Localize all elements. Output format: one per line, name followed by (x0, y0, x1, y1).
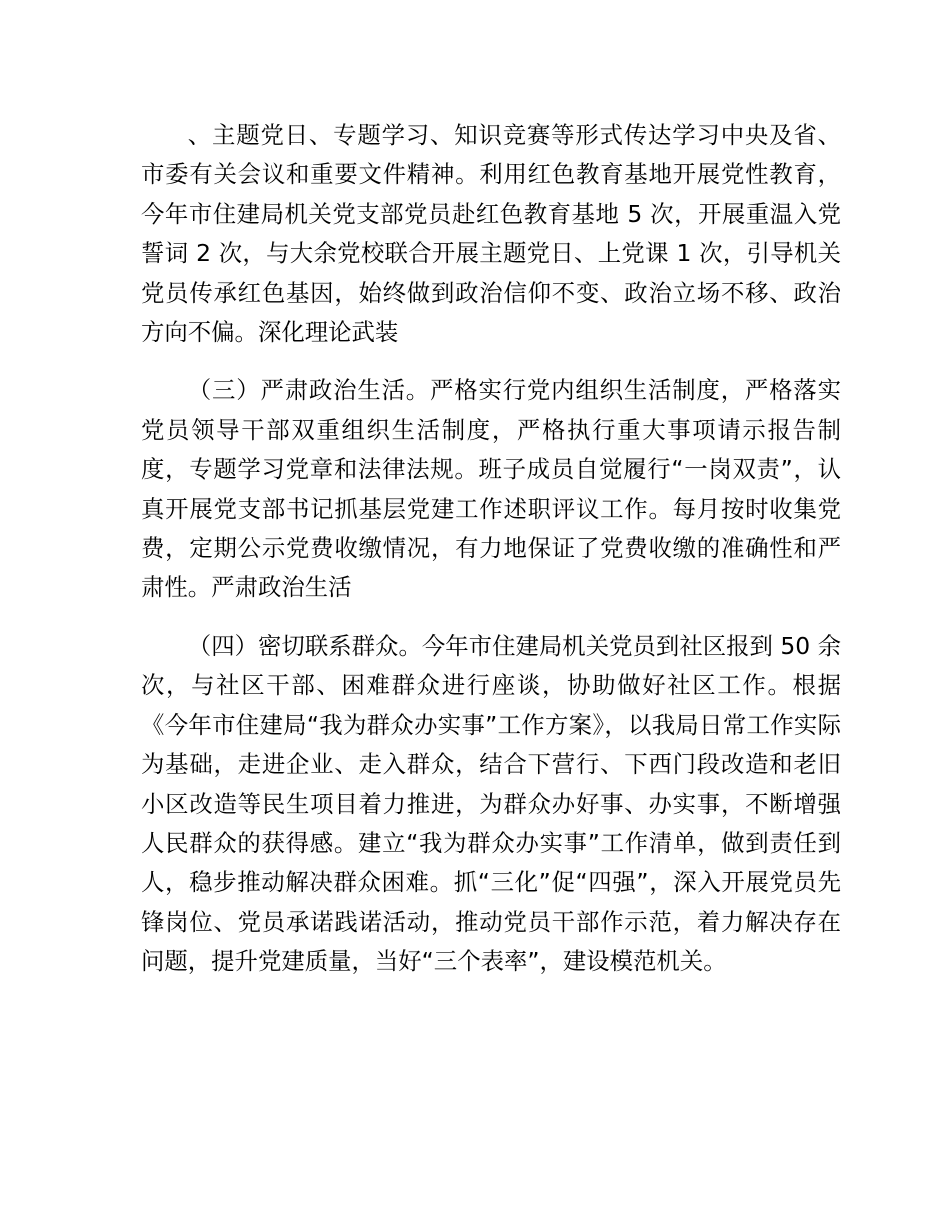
paragraph-party-education: 、主题党日、专题学习、知识竞赛等形式传达学习中央及省、市委有关会议和重要文件精神。利用红色教育基地开展党性教育，今年市住建局机关党支部党员赴红色教育基地 5 次，开展重温入党誓词 2 次，与大余党校联合开展主题党日、上党课 1 次，引导机关党员传承红色基因，始终做到政治信仰不变、政治立场不移、政治方向不偏。深化理论武装 (141, 121, 841, 347)
paragraph-spacer (141, 352, 841, 371)
paragraph-mass-contact: （四）密切联系群众。今年市住建局机关党员到社区报到 50 余次，与社区干部、困难群众进行座谈，协助做好社区工作。根据《今年市住建局“我为群众办实事”工作方案》，以我局日常工作实际为基础，走进企业、走入群众，结合下营行、下西门段改造和老旧小区改造等民生项目着力推进，为群众办好事、办实事，不断增强人民群众的获得感。建立“我为群众办实事”工作清单，做到责任到人，稳步推动解决群众困难。抓“三化”促“四强”，深入开展党员先锋岗位、党员承诺践诺活动，推动党员干部作示范，着力解决存在问题，提升党建质量，当好“三个表率”，建设模范机关。 (141, 631, 841, 976)
paragraph-political-life: （三）严肃政治生活。严格实行党内组织生活制度，严格落实党员领导干部双重组织生活制度，严格执行重大事项请示报告制度，专题学习党章和法律法规。班子成员自觉履行“一岗双责”，认真开展党支部书记抓基层党建工作述职评议工作。每月按时收集党费，定期公示党费收缴情况，有力地保证了党费收缴的准确性和严肃性。严肃政治生活 (141, 376, 841, 602)
paragraph-spacer (141, 608, 841, 627)
document-body (141, 116, 841, 982)
